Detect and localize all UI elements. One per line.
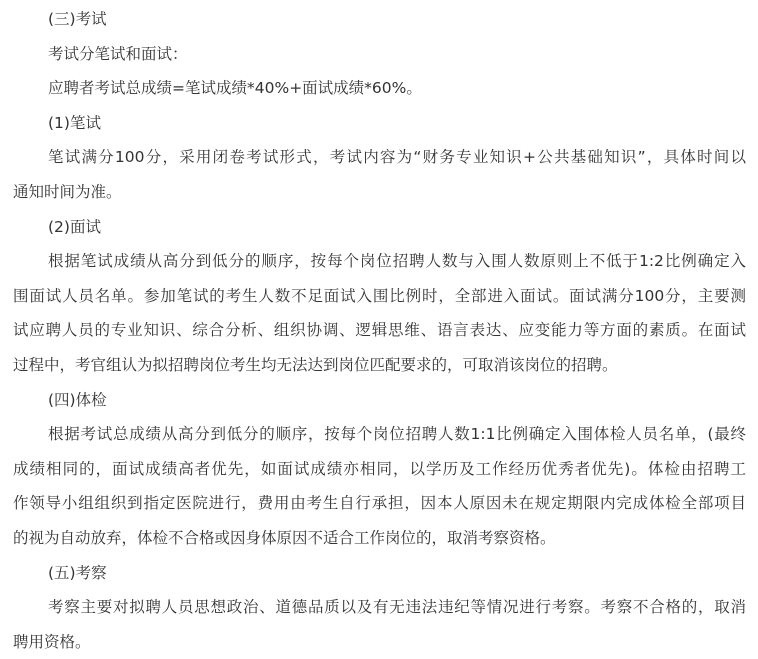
paragraph-line: 根据考试总成绩从高分到低分的顺序，按每个岗位招聘人数1:1比例确定入围体检人员名单，(最终	[48, 425, 746, 444]
paragraph-line: 聘用资格。	[13, 632, 91, 651]
section-heading-exam: (三)考试	[48, 10, 107, 28]
paragraph-line: 成绩相同的，面试成绩高者优先，如面试成绩亦相同，以学历及工作经历优秀者优先)。体检由招聘工	[13, 459, 746, 478]
paragraph-line: 考试分笔试和面试：	[48, 44, 188, 63]
paragraph-line: 围面试人员名单。参加笔试的考生人数不足面试入围比例时，全部进入面试。面试满分100分，主要测	[13, 286, 746, 305]
section-heading-inspection: (五)考察	[48, 563, 107, 582]
paragraph-line: 根据笔试成绩从高分到低分的顺序，按每个岗位招聘人数与入围人数原则上不低于1:2比例确定入	[48, 252, 746, 271]
paragraph-line: 作领导小组组织到指定医院进行，费用由考生自行承担，因本人原因未在规定期限内完成体检全部项目	[13, 494, 746, 513]
paragraph-line: 笔试满分100分，采用闭卷考试形式，考试内容为“财务专业知识+公共基础知识”，具体时间以	[48, 148, 746, 167]
subheading-interview: (2)面试	[48, 217, 101, 236]
subheading-written-exam: (1)笔试	[48, 113, 101, 132]
paragraph-line: 通知时间为准。	[13, 182, 122, 201]
paragraph-line: 应聘者考试总成绩=笔试成绩*40%+面试成绩*60%。	[48, 79, 422, 98]
section-heading-medical-exam: (四)体检	[48, 390, 107, 409]
paragraph-line: 考察主要对拟聘人员思想政治、道德品质以及有无违法违纪等情况进行考察。考察不合格的，取消	[48, 598, 746, 617]
paragraph-line: 试应聘人员的专业知识、综合分析、组织协调、逻辑思维、语言表达、应变能力等方面的素质。在面试	[13, 321, 746, 340]
paragraph-line: 的视为自动放弃，体检不合格或因身体原因不适合工作岗位的，取消考察资格。	[13, 528, 556, 547]
paragraph-line: 过程中，考官组认为拟招聘岗位考生均无法达到岗位匹配要求的，可取消该岗位的招聘。	[13, 355, 618, 374]
